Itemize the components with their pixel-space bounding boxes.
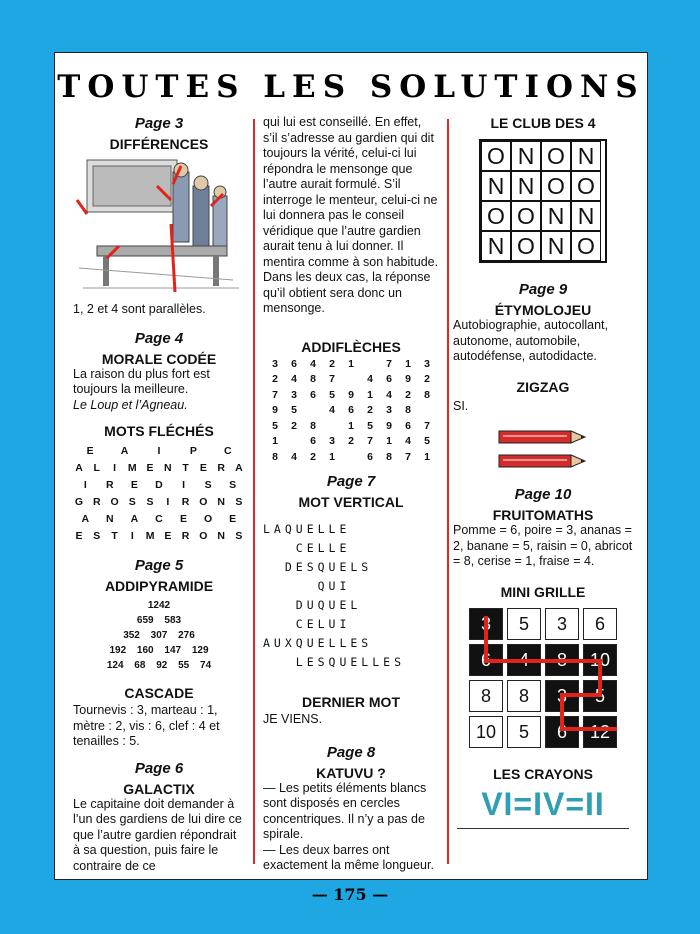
addifleches-cell: 6 [310, 435, 316, 447]
addifleches-cell: 6 [348, 404, 354, 416]
addifleches-cell: 9 [405, 373, 411, 385]
addifleches-cell: 2 [272, 373, 278, 385]
crayons-title: LES CRAYONS [493, 765, 593, 782]
pyramid-row: 1242 [147, 600, 171, 611]
addifleches-cell [326, 419, 338, 435]
mots-fleches-letter: E [180, 513, 188, 525]
addifleches-cell: 6 [291, 357, 297, 370]
addifleches-cell: 8 [424, 388, 430, 401]
addifleches-cell: 2 [291, 419, 297, 432]
mots-fleches-letter: S [93, 530, 101, 542]
club-cell: O [541, 141, 571, 171]
addifleches-cell: 4 [367, 373, 373, 385]
mots-fleches-letter: E [130, 479, 138, 491]
club-des-4-grid [479, 139, 607, 263]
pyramid-row: 192 160 147 129 [109, 645, 209, 656]
mini-grille-cell: 10 [469, 716, 503, 748]
addifleches-cell: 8 [310, 419, 316, 432]
addifleches-cell: 4 [329, 404, 335, 416]
mots-fleches-letter: R [217, 462, 225, 474]
addifleches-cell: 2 [329, 357, 335, 370]
club-cell: N [541, 231, 571, 261]
addifleches-cell [288, 434, 300, 450]
page-4-heading: Page 4 [134, 329, 184, 347]
mots-fleches-letter: E [75, 530, 83, 542]
addifleches-cell: 1 [348, 419, 354, 432]
page-5-heading: Page 5 [134, 557, 184, 574]
cascade-answer: Tournevis : 3, marteau : 1, mètre : 2, vis : 6, clef : 4 et tenailles : 5. [73, 703, 220, 748]
mini-grille-cell: 3 [545, 608, 579, 640]
morale-source: Le Loup et l’Agneau. [73, 397, 188, 412]
dernier-mot-answer: JE VIENS. [263, 712, 323, 726]
addifleches-cell: 7 [405, 450, 411, 463]
mots-fleches-title: MOTS FLÉCHÉS [104, 423, 214, 439]
addifleches-cell: 1 [329, 450, 335, 463]
differences-illustration [73, 156, 245, 296]
mini-grille-cell: 6 [545, 716, 579, 748]
mots-fleches-letter: E [164, 530, 172, 542]
addifleches-cell: 9 [386, 419, 392, 432]
zigzag-answer: SI. [453, 398, 469, 413]
mini-grille-cell: 6 [583, 608, 617, 640]
mots-fleches-letter: T [182, 462, 189, 474]
mini-grille-cell: 8 [545, 644, 579, 676]
mots-fleches-row [73, 460, 245, 477]
addifleches-title: ADDIFLÈCHES [301, 338, 401, 355]
mini-grille-title: MINI GRILLE [500, 583, 586, 600]
dernier-mot-title: DERNIER MOT [302, 694, 400, 710]
mot-vertical-row: AUXQUELLES [263, 636, 373, 650]
addifleches-cell: 3 [424, 357, 430, 370]
addifleches-cell: 5 [424, 435, 430, 447]
addipyramide-grid [73, 598, 245, 673]
mots-fleches-letter: E [146, 462, 154, 474]
etymolojeu-title: ÉTYMOLOJEU [494, 302, 592, 318]
club-cell: N [571, 201, 601, 231]
page-9-heading: Page 9 [518, 281, 568, 298]
addifleches-cell: 4 [405, 435, 411, 447]
column-1 [73, 115, 245, 874]
mots-fleches-letter: O [199, 496, 208, 508]
club-cell: O [571, 231, 601, 261]
club-cell: N [481, 171, 511, 201]
mots-fleches-letter: A [235, 462, 243, 474]
mini-grille [469, 608, 617, 748]
addifleches-cell: 4 [310, 357, 316, 370]
mini-grille-path [469, 608, 617, 744]
column-3 [453, 115, 633, 829]
mots-fleches-letter: E [199, 462, 207, 474]
column-divider [253, 119, 255, 864]
addifleches-cell: 5 [272, 419, 278, 432]
addifleches-cell: 7 [272, 388, 278, 401]
differences-answer: 1, 2 et 4 sont parallèles. [73, 302, 206, 316]
addifleches-cell: 6 [405, 419, 411, 432]
club-des-4-title: LE CLUB DES 4 [490, 115, 596, 131]
addifleches-cell: 1 [386, 435, 392, 447]
mots-fleches-row [73, 528, 245, 545]
mots-fleches-letter: R [92, 496, 101, 508]
page-6-heading: Page 6 [134, 759, 184, 777]
club-cell: O [481, 141, 511, 171]
solutions-page [54, 52, 648, 880]
mots-fleches-letter: E [86, 445, 94, 457]
morale-answer: La raison du plus fort est toujours la meilleure. [73, 366, 210, 396]
red-pencil-2 [497, 452, 589, 470]
addifleches-cell: 5 [291, 404, 297, 416]
mini-grille-cell: 8 [469, 680, 503, 712]
differences-title: DIFFÉRENCES [109, 136, 209, 152]
mots-fleches-row [73, 494, 245, 511]
mots-fleches-letter: S [235, 496, 243, 508]
mots-fleches-letter: I [130, 530, 134, 542]
addifleches-cell: 7 [329, 373, 335, 385]
mots-fleches-letter: O [199, 530, 208, 542]
mots-fleches-letter: P [189, 445, 197, 457]
page-7-heading: Page 7 [326, 473, 376, 490]
addifleches-row [269, 357, 433, 373]
page-title: TOUTES LES SOLUTIONS [57, 69, 645, 105]
mots-fleches-letter: T [111, 530, 118, 542]
addifleches-cell: 8 [405, 404, 411, 416]
pyramid-row: 124 68 92 55 74 [106, 660, 212, 671]
addifleches-cell: 1 [272, 435, 278, 447]
addifleches-cell: 1 [348, 357, 354, 370]
addifleches-cell: 6 [386, 373, 392, 385]
addifleches-cell: 8 [272, 450, 278, 463]
mots-fleches-letter: I [83, 479, 87, 491]
addifleches-row [269, 434, 433, 450]
mot-vertical-row: DUQUEL [263, 598, 362, 612]
club-cell: N [571, 141, 601, 171]
mots-fleches-row [73, 443, 245, 460]
zigzag-title: ZIGZAG [516, 378, 570, 395]
katuvu-answer-2: — Les deux barres ont exactement la même longueur. [263, 842, 434, 872]
addifleches-cell: 4 [291, 450, 297, 463]
fruitomaths-answer: Pomme = 6, poire = 3, ananas = 2, banane = 5, raisin = 0, abricot = 8, cerise = 1, fraise = 4. [453, 523, 633, 568]
mini-grille-cell: 8 [507, 680, 541, 712]
addifleches-cell: 3 [329, 435, 335, 447]
addifleches-cell: 5 [367, 419, 373, 432]
mots-fleches-letter: N [217, 496, 225, 508]
mots-fleches-grid [73, 443, 245, 545]
mots-fleches-letter: C [223, 445, 232, 457]
mot-vertical-row: QUI [263, 579, 351, 593]
addifleches-cell [345, 372, 357, 388]
mots-fleches-letter: I [166, 496, 170, 508]
mots-fleches-letter: A [75, 462, 83, 474]
club-cell: O [481, 201, 511, 231]
addifleches-cell: 4 [386, 388, 392, 401]
mini-grille-cell: 10 [583, 644, 617, 676]
mots-fleches-letter: I [182, 479, 185, 491]
addifleches-cell: 1 [367, 388, 373, 401]
club-cell: N [481, 231, 511, 261]
galactix-answer: Le capitaine doit demander à l’un des gardiens de lui dire ce que l’autre gardien répondrait à sa question, puis faire le contraire de ce [73, 796, 242, 873]
addifleches-cell: 6 [310, 388, 316, 401]
addifleches-cell: 2 [405, 388, 411, 401]
addifleches-cell: 7 [424, 419, 430, 432]
mot-vertical-grid [263, 520, 439, 672]
mots-fleches-letter: L [93, 462, 100, 474]
addifleches-cell: 2 [310, 450, 316, 463]
column-divider [447, 119, 449, 864]
fruitomaths-title: FRUITOMATHS [492, 507, 594, 523]
mots-fleches-letter: O [204, 513, 213, 525]
addifleches-cell: 9 [272, 404, 278, 416]
katuvu-title: KATUVU ? [316, 764, 386, 781]
mini-grille-cell: 4 [507, 644, 541, 676]
addifleches-cell: 2 [424, 373, 430, 385]
red-pencil-1 [497, 428, 589, 446]
mot-vertical-row: CELLE [263, 541, 351, 555]
galactix-title: GALACTIX [123, 780, 195, 797]
addifleches-row [269, 388, 433, 404]
morale-title: MORALE CODÉE [101, 350, 217, 367]
crayons-answer: VI=IV=II [481, 785, 605, 822]
bottom-rule [457, 828, 629, 829]
addifleches-cell: 3 [272, 357, 278, 370]
club-cell: O [541, 171, 571, 201]
addifleches-cell: 3 [386, 404, 392, 416]
addifleches-cell: 7 [367, 435, 373, 447]
mini-grille-cell: 5 [507, 608, 541, 640]
mots-fleches-letter: S [146, 496, 154, 508]
mots-fleches-row [73, 511, 245, 528]
addifleches-cell [364, 357, 376, 373]
mini-grille-cell: 12 [583, 716, 617, 748]
mots-fleches-letter: I [113, 462, 116, 474]
page-10-heading: Page 10 [514, 486, 572, 503]
mots-fleches-letter: N [106, 513, 114, 525]
mots-fleches-letter: R [181, 496, 190, 508]
addifleches-cell: 2 [367, 404, 373, 416]
addifleches-cell: 7 [386, 357, 392, 370]
mot-vertical-row: DESQUELS [263, 560, 373, 574]
addifleches-cell: 4 [291, 373, 297, 385]
mots-fleches-letter: O [110, 496, 119, 508]
mots-fleches-letter: S [235, 530, 243, 542]
mots-fleches-letter: D [155, 479, 163, 491]
mots-fleches-letter: M [145, 530, 155, 542]
addifleches-cell: 8 [386, 450, 392, 463]
pyramid-row: 659 583 [136, 615, 182, 626]
page-3-heading: Page 3 [134, 115, 184, 132]
mots-fleches-letter: S [204, 479, 212, 491]
mini-grille-cell: 5 [583, 680, 617, 712]
mots-fleches-letter: N [217, 530, 225, 542]
addifleches-row [269, 403, 433, 419]
mots-fleches-row [73, 477, 245, 494]
mots-fleches-letter: I [157, 445, 161, 457]
mot-vertical-title: MOT VERTICAL [298, 494, 404, 510]
addifleches-cell [345, 450, 357, 466]
addifleches-cell: 9 [348, 388, 354, 401]
page-number: — 175 — [311, 885, 389, 904]
addifleches-row [269, 419, 433, 435]
galactix-answer-continued: qui lui est conseillé. En effet, s’il s’adresse au gardien qui dit toujours la vérité, celui-ci lui répondra le mensonge que l’autre aurait formulé. S’il interroge le menteur, celui-ci ne lui donnera pas le conseil véridique que l’autre gardien aurait tenu à lui donner. Il mentira comme à son habitude. Dans les deux cas, la réponse qu’il obtient sera donc un mensonge. [263, 115, 439, 315]
page-8-heading: Page 8 [326, 743, 376, 761]
club-cell: O [511, 201, 541, 231]
column-2 [263, 115, 439, 874]
mots-fleches-letter: S [128, 496, 136, 508]
addifleches-cell: 8 [310, 373, 316, 385]
mot-vertical-row: LESQUELLES [263, 655, 406, 669]
etymolojeu-answer: Autobiographie, autocollant, autonome, automobile, autodéfense, autodidacte. [453, 318, 608, 363]
mot-vertical-row: LAQUELLE [263, 522, 351, 536]
club-cell: O [571, 171, 601, 201]
mini-grille-cell: 6 [469, 644, 503, 676]
addifleches-grid [263, 357, 439, 466]
katuvu-answer-1: — Les petits éléments blancs sont disposés en cercles concentriques. Il n’y a pas de spirale. [263, 780, 427, 841]
addifleches-cell [307, 403, 319, 419]
mots-fleches-letter: G [74, 496, 84, 508]
addifleches-cell: 2 [348, 435, 354, 447]
addifleches-cell: 1 [424, 450, 430, 463]
pyramid-row: 352 307 276 [123, 630, 195, 641]
cascade-title: CASCADE [124, 685, 194, 701]
addifleches-cell: 6 [367, 450, 373, 463]
mots-fleches-letter: C [155, 513, 163, 525]
addifleches-row [269, 450, 433, 466]
mots-fleches-letter: N [164, 462, 172, 474]
mots-fleches-letter: A [81, 513, 90, 525]
mots-fleches-letter: E [229, 513, 237, 525]
addifleches-cell: 1 [405, 357, 411, 370]
mots-fleches-letter: A [120, 445, 129, 457]
addifleches-cell: 3 [291, 388, 297, 401]
mini-grille-cell: 3 [545, 680, 579, 712]
club-cell: O [511, 231, 541, 261]
mot-vertical-row: CELUI [263, 617, 351, 631]
mini-grille-cell: 3 [469, 608, 503, 640]
club-cell: N [511, 141, 541, 171]
addifleches-cell: 5 [329, 388, 335, 401]
addifleches-row [269, 372, 433, 388]
mots-fleches-letter: M [127, 462, 137, 474]
mots-fleches-letter: R [106, 479, 114, 491]
club-cell: N [541, 201, 571, 231]
club-cell: N [511, 171, 541, 201]
addipyramide-title: ADDIPYRAMIDE [104, 578, 214, 594]
mots-fleches-letter: R [181, 530, 190, 542]
addifleches-cell [421, 403, 433, 419]
mots-fleches-letter: S [229, 479, 237, 491]
mots-fleches-letter: A [130, 513, 139, 525]
mini-grille-cell: 5 [507, 716, 541, 748]
